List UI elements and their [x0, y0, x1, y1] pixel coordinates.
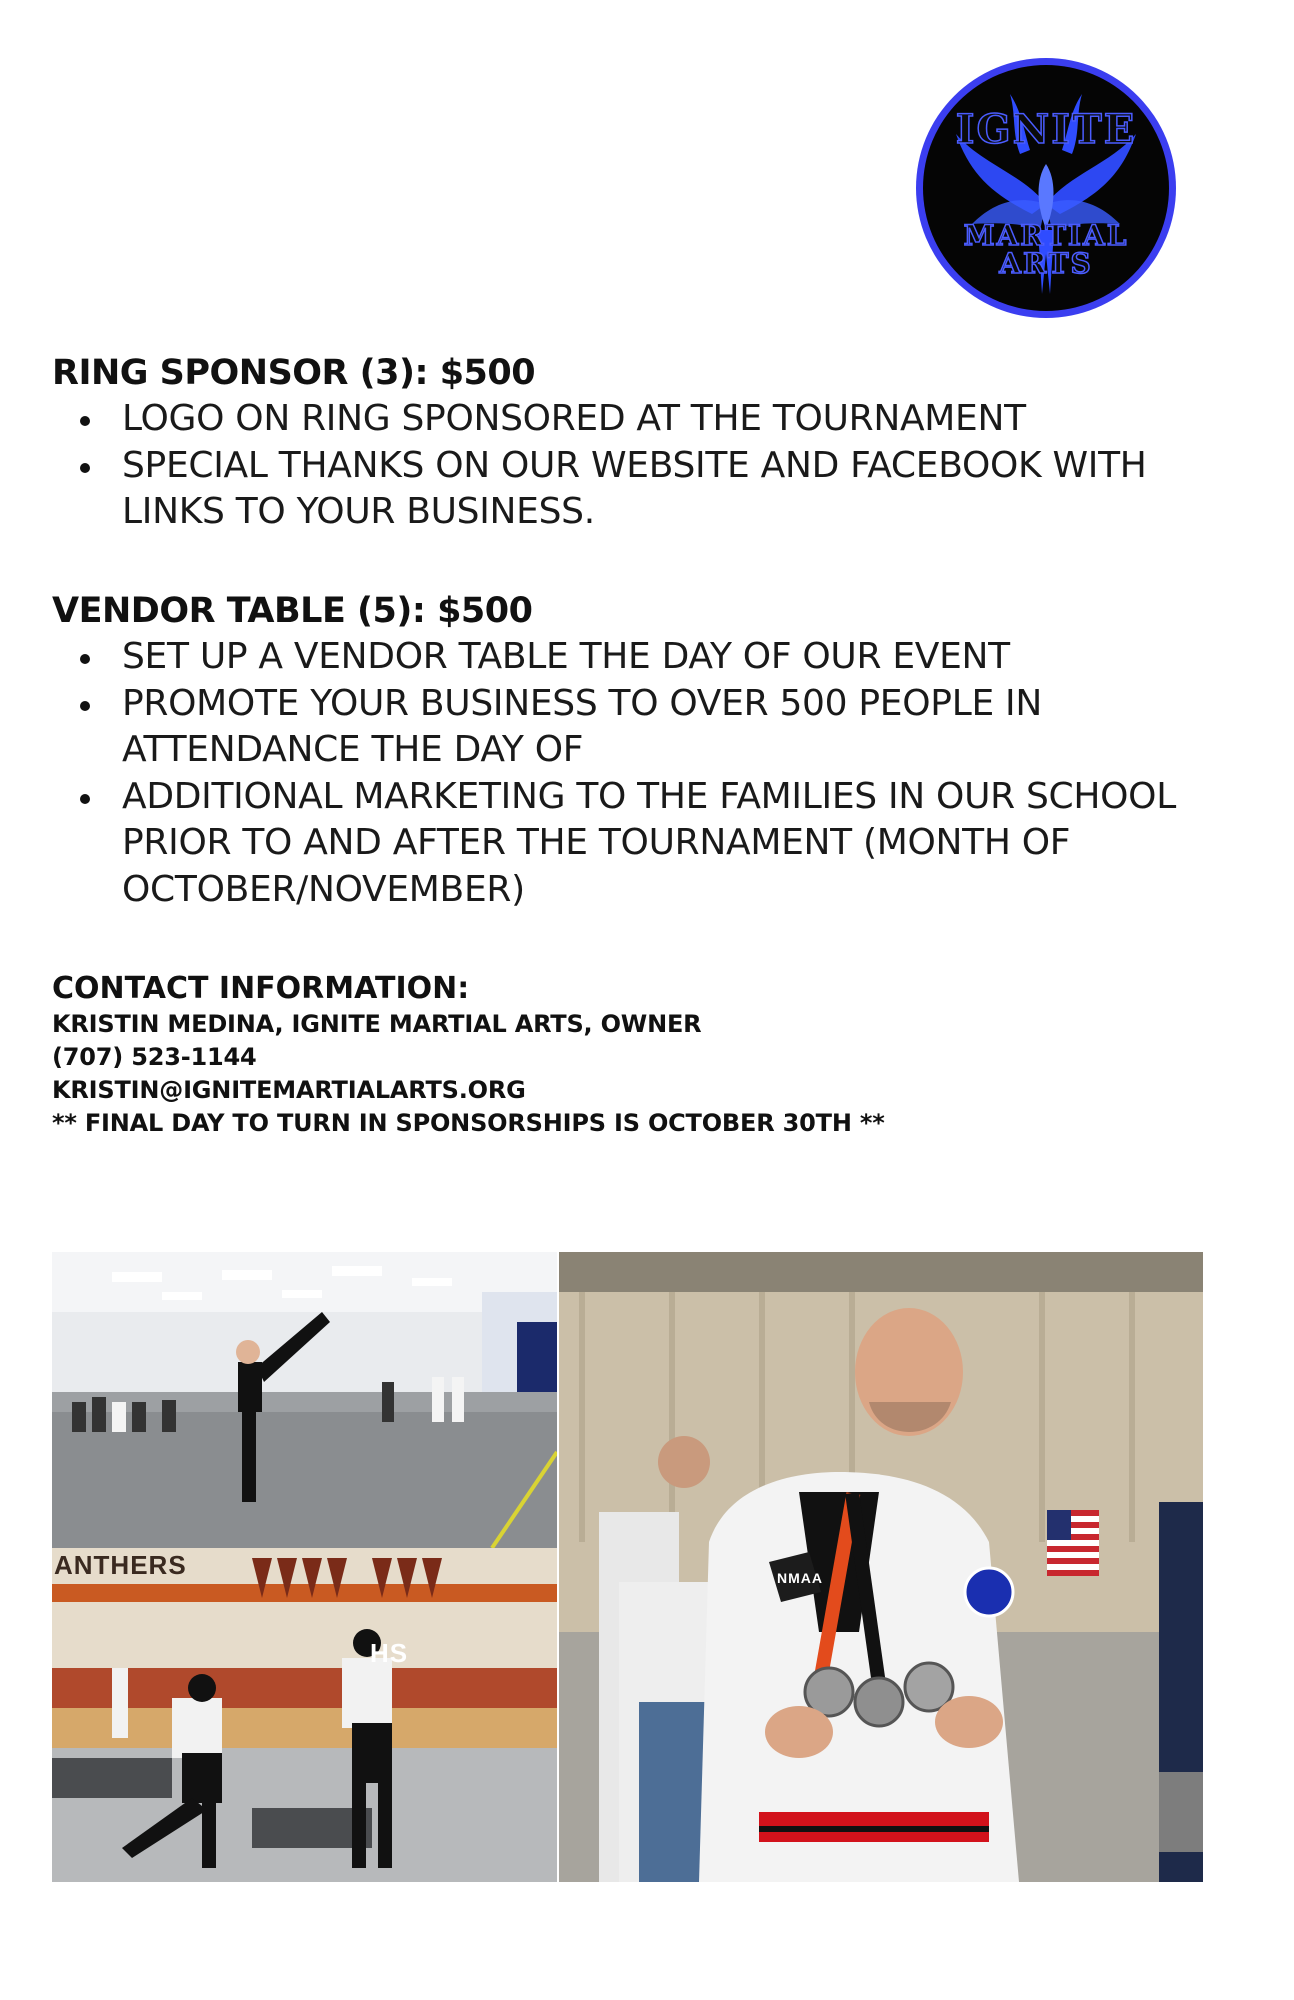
logo-text-martial: MARTIAL	[963, 219, 1129, 252]
gym-letters: HS	[370, 1638, 409, 1668]
ignite-logo	[912, 54, 1180, 322]
logo-text-ignite: IGNITE	[955, 106, 1137, 153]
photo-medal-winner	[559, 1252, 1203, 1882]
list-item: PROMOTE YOUR BUSINESS TO OVER 500 PEOPLE IN ATTENDANCE THE DAY OF	[52, 681, 1202, 774]
list-item: SPECIAL THANKS ON OUR WEBSITE AND FACEBOOK WITH LINKS TO YOUR BUSINESS.	[52, 443, 1202, 536]
vendor-table-section	[52, 588, 1202, 913]
banner-text: ANTHERS	[54, 1550, 187, 1580]
list-item: SET UP A VENDOR TABLE THE DAY OF OUR EVENT	[52, 634, 1202, 681]
vendor-table-heading: VENDOR TABLE (5): $500	[52, 591, 533, 631]
contact-email[interactable]: KRISTIN@IGNITEMARTIALARTS.ORG	[52, 1076, 526, 1104]
list-item: ADDITIONAL MARKETING TO THE FAMILIES IN OUR SCHOOL PRIOR TO AND AFTER THE TOURNAMENT (MONTH OF OCTOBER/NOVEMBER)	[52, 774, 1202, 914]
contact-heading: CONTACT INFORMATION:	[52, 971, 470, 1006]
deadline-note: ** FINAL DAY TO TURN IN SPONSORSHIPS IS OCTOBER 30TH **	[52, 1109, 885, 1137]
vendor-table-list	[52, 634, 1202, 913]
nmaa-patch-text: NMAA	[777, 1570, 823, 1586]
contact-phone[interactable]: (707) 523-1144	[52, 1043, 257, 1071]
phoenix-icon	[912, 54, 1180, 322]
ring-sponsor-section	[52, 350, 1202, 536]
ring-sponsor-heading: RING SPONSOR (3): $500	[52, 353, 536, 393]
photo-sparring	[52, 1548, 557, 1882]
contact-section	[52, 970, 1202, 1140]
list-item: LOGO ON RING SPONSORED AT THE TOURNAMENT	[52, 396, 1202, 443]
logo-text-arts: ARTS	[999, 247, 1093, 280]
ring-sponsor-list	[52, 396, 1202, 536]
photo-collage	[52, 1252, 1203, 1882]
photo-kick-demo	[52, 1252, 557, 1548]
contact-name: KRISTIN MEDINA, IGNITE MARTIAL ARTS, OWNER	[52, 1010, 702, 1038]
